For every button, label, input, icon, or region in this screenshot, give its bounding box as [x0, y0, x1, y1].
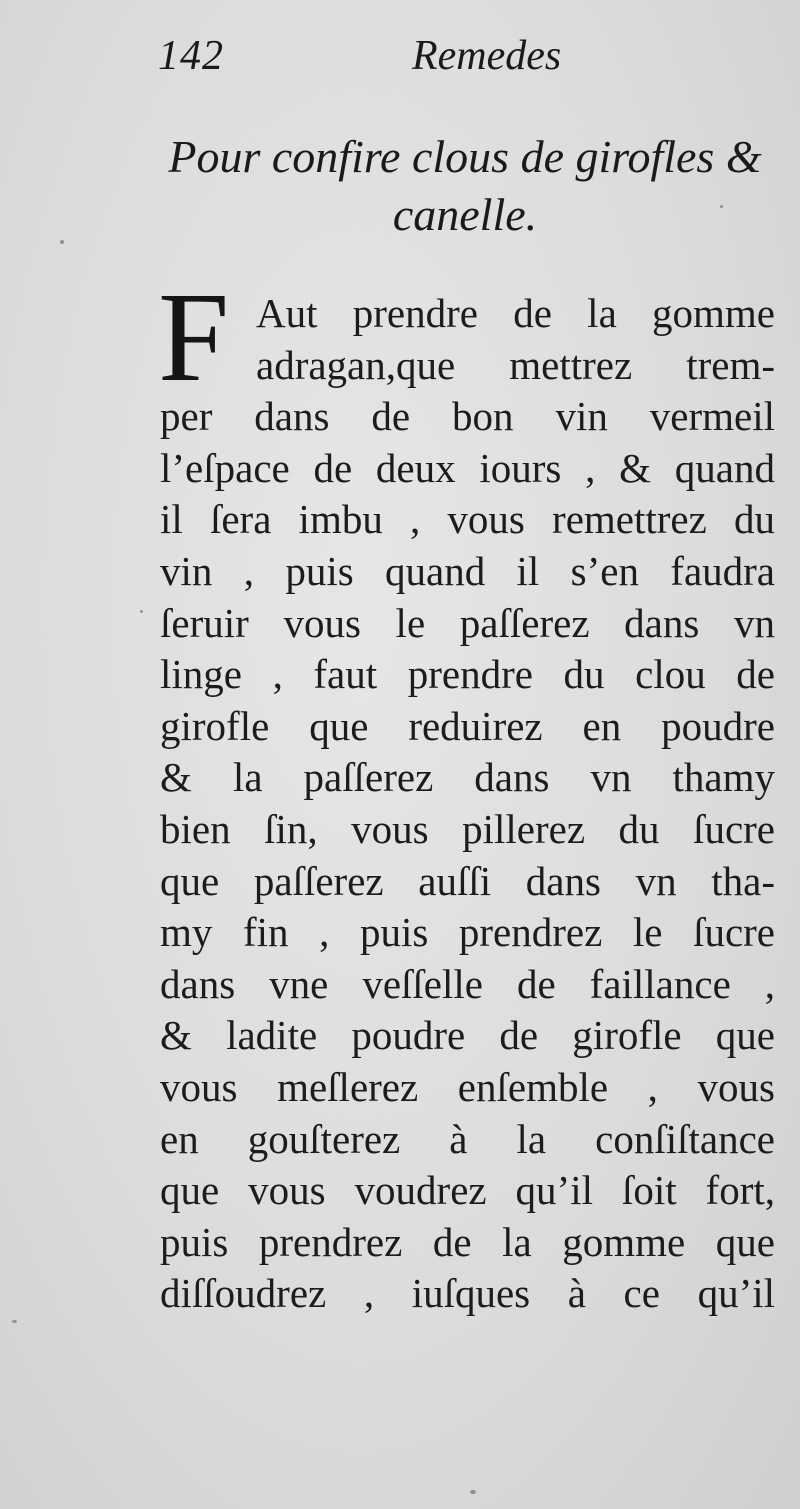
paper-speck	[470, 1490, 476, 1494]
paper-speck	[60, 240, 64, 244]
page-number: 142	[158, 33, 224, 79]
body-line: linge , faut prendre du clou de	[160, 651, 775, 698]
body-line: vous meſlerez enſemble , vous	[160, 1063, 775, 1110]
body-line: bien ſin, vous pillerez du ſucre	[160, 805, 775, 852]
body-line: per dans de bon vin vermeil	[160, 393, 775, 440]
body-line: Aut prendre de la gomme	[256, 290, 775, 336]
body-line: girofle que reduirez en poudre	[160, 702, 775, 749]
recipe-title	[150, 128, 780, 244]
paper-speck	[140, 610, 143, 613]
recipe-body	[160, 288, 775, 1320]
body-line: dans vne veſſelle de faillance ,	[160, 960, 775, 1007]
running-head: Remedes	[412, 33, 562, 79]
paper-speck	[720, 205, 723, 208]
body-line: en gouſterez à la conſiſtance	[160, 1115, 775, 1162]
body-line: adragan,que mettrez trem-	[256, 341, 775, 388]
body-line: my fin , puis prendrez le ſucre	[160, 909, 775, 956]
body-line: il ſera imbu , vous remettrez du	[160, 496, 775, 543]
body-line: que paſſerez auſſi dans vn tha-	[160, 857, 775, 904]
body-line: & la paſſerez dans vn thamy	[160, 754, 775, 801]
drop-capital: F	[158, 266, 230, 408]
body-line: vin , puis quand il s’en faudra	[160, 547, 775, 594]
paper-speck	[12, 1320, 17, 1323]
body-line: l’eſpace de deux iours , & quand	[160, 444, 775, 491]
body-line: ſeruir vous le paſſerez dans vn	[160, 599, 775, 646]
body-line: diſſoudrez , iuſques à ce qu’il	[160, 1270, 775, 1317]
body-line: & ladite poudre de girofle que	[160, 1012, 775, 1059]
recipe-title-line-1: Pour confire clous de girofles &	[168, 131, 762, 182]
body-line: puis prendrez de la gomme que	[160, 1218, 775, 1265]
recipe-title-line-2: canelle.	[392, 189, 538, 240]
body-line: que vous voudrez qu’il ſoit fort,	[160, 1167, 775, 1214]
